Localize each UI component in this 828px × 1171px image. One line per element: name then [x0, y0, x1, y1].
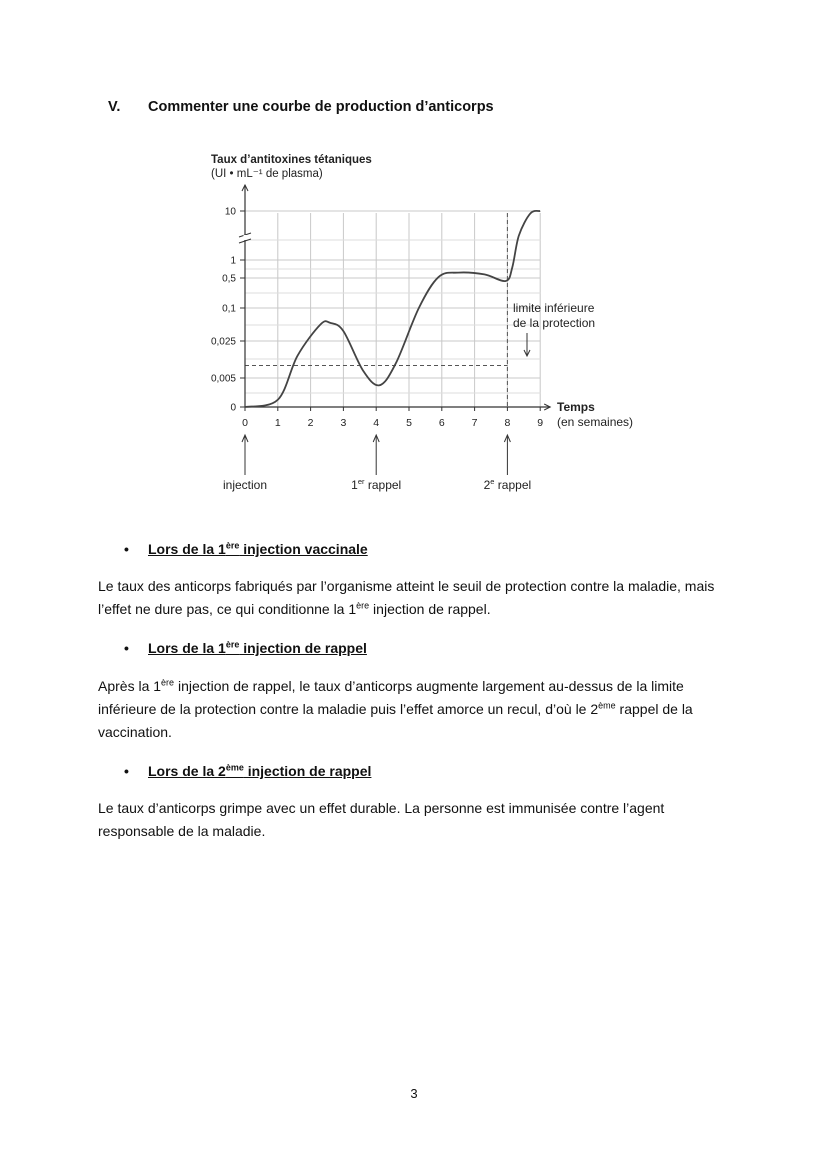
section-number: V.: [108, 99, 121, 115]
y-axis-break-gap: [244, 235, 247, 240]
threshold-label-1: limite inférieure: [513, 301, 595, 315]
injection-label: 2e rappel: [483, 477, 532, 492]
x-tick-label: 6: [438, 417, 445, 429]
x-tick-label: 7: [471, 417, 478, 429]
y-axis-unit: (UI • mL⁻¹ de plasma): [211, 168, 323, 180]
bullet-1: [124, 541, 368, 557]
x-tick-label: 1: [274, 417, 281, 429]
x-tick-label: 4: [373, 417, 380, 429]
bullet-2: [124, 640, 367, 656]
injection-label: 1er rappel: [351, 477, 402, 492]
injection-annotations: [223, 435, 531, 492]
paragraph-3: Le taux d’anticorps grimpe avec un effet durable. La personne est immunisée contre l’agent responsable de la maladie.: [98, 800, 665, 839]
x-tick-label: 5: [406, 417, 412, 429]
x-tick-labels: [242, 407, 543, 429]
x-tick-label: 9: [537, 417, 544, 429]
bullet-3-label: Lors de la 2ème injection de rappel: [148, 762, 372, 779]
x-tick-label: 2: [307, 417, 314, 429]
threshold-label-2: de la protection: [513, 316, 596, 330]
x-tick-label: 3: [340, 417, 347, 429]
y-tick-label: 1: [230, 255, 236, 267]
section-heading: [108, 99, 494, 115]
y-axis-title: Taux d’antitoxines tétaniques: [211, 154, 372, 166]
bullet-dot: •: [124, 640, 129, 656]
y-tick-label: 0: [230, 402, 236, 414]
y-tick-label: 0,005: [210, 373, 236, 385]
y-tick-label: 10: [224, 206, 236, 218]
page-number: 3: [410, 1086, 418, 1101]
bullet-dot: •: [124, 763, 129, 779]
x-tick-label: 0: [242, 417, 248, 429]
x-axis-unit: (en semaines): [557, 415, 634, 429]
y-tick-label: 0,5: [222, 273, 236, 285]
x-tick-label: 8: [504, 417, 511, 429]
bullet-3: [124, 763, 371, 779]
x-axis-title: Temps: [557, 400, 595, 414]
injection-label: injection: [222, 478, 268, 492]
y-tick-label: 0,1: [222, 303, 236, 315]
paragraph-1: Le taux des anticorps fabriqués par l’organisme atteint le seuil de protection contre la maladie, mais l’effet ne dure pas, ce qui conditionne la 1ère injection de rappel.: [98, 578, 715, 617]
bullet-dot: •: [124, 541, 129, 557]
paragraph-2: Après la 1ère injection de rappel, le taux d’anticorps augmente largement au-dessus de la limite inférieure de la protection contre la maladie puis l’effet amorce un recul, d’où le 2ème rappel de la vaccination.: [98, 677, 693, 740]
chart-axes: [239, 185, 550, 410]
y-tick-label: 0,025: [210, 336, 236, 348]
y-tick-labels: [211, 207, 245, 414]
bullet-1-label: Lors de la 1ère injection vaccinale: [148, 540, 368, 557]
section-title: Commenter une courbe de production d’anticorps: [148, 99, 494, 115]
antibody-chart: [195, 145, 655, 505]
bullet-2-label: Lors de la 1ère injection de rappel: [148, 639, 367, 656]
